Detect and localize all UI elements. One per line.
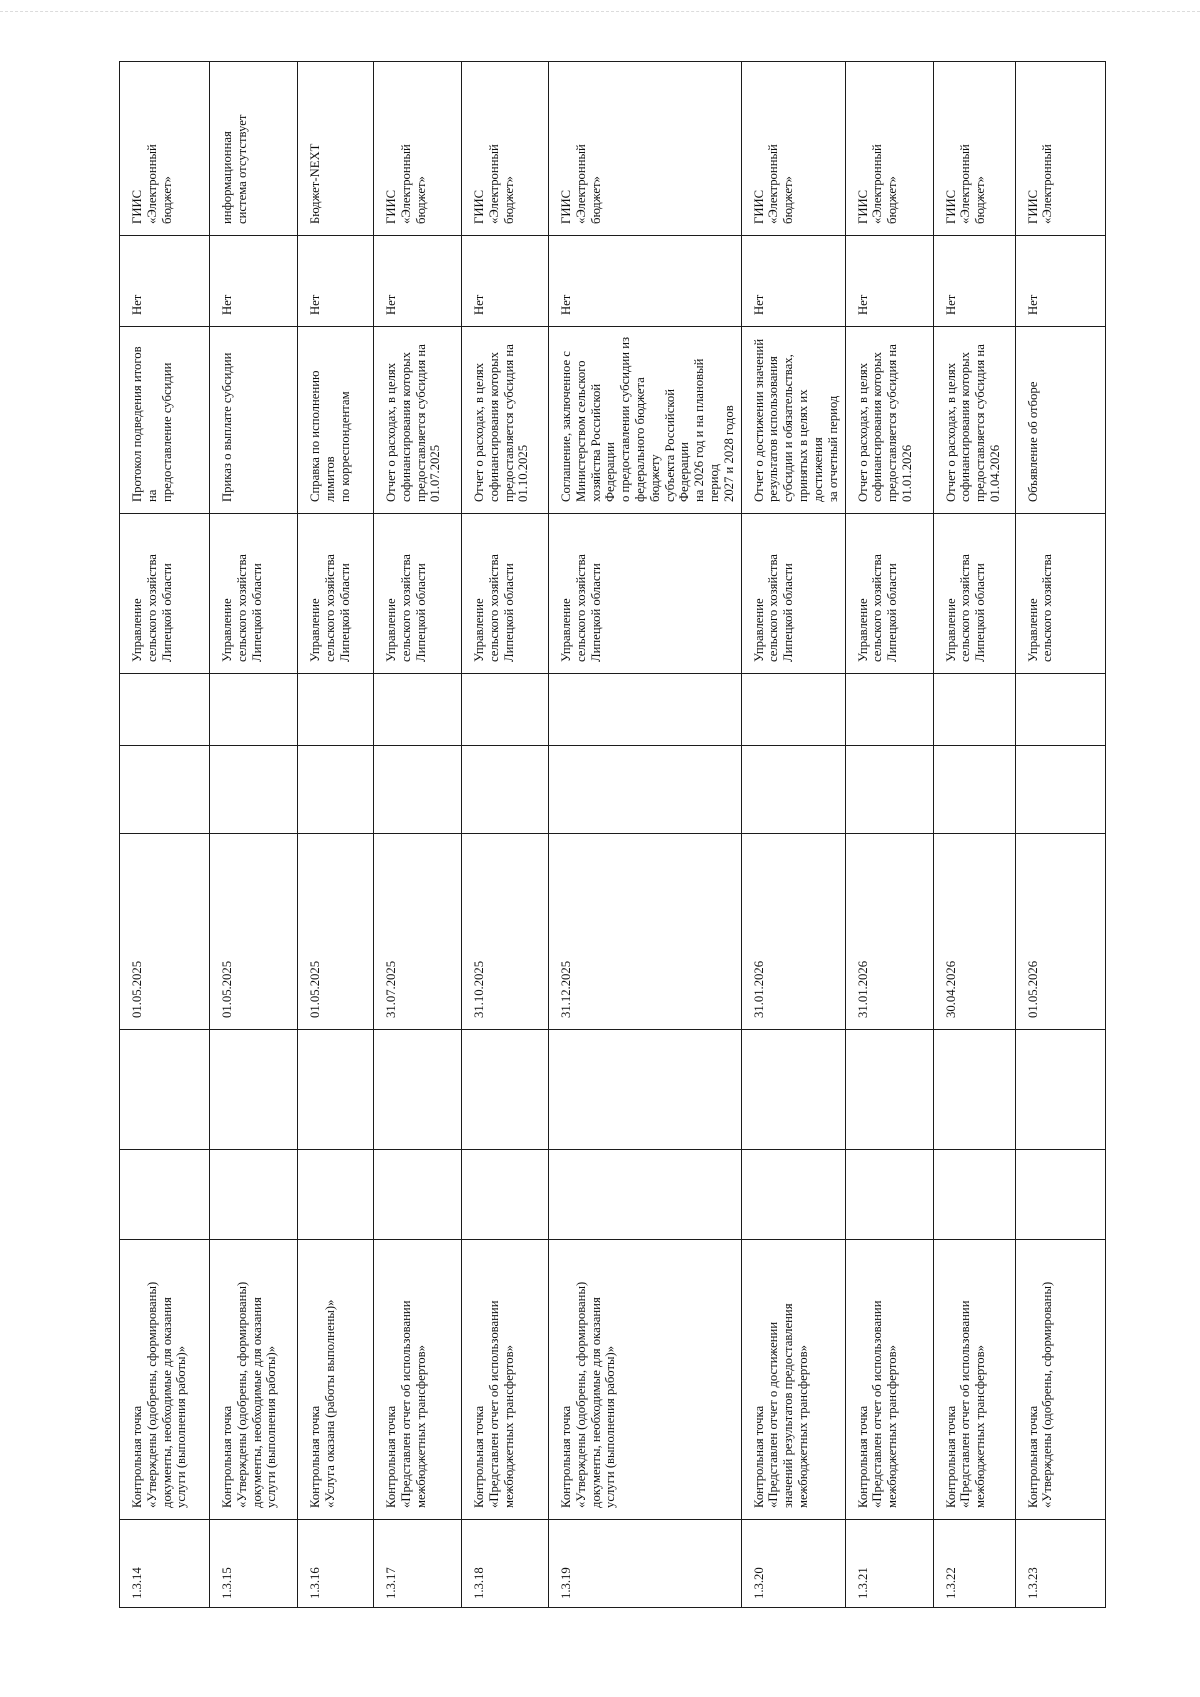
row-number: 1.3.21 xyxy=(855,1567,870,1599)
document-type: Отчет о расходах, в целях софинансирования которых предоставляется субсидия на 01.07.2025 xyxy=(384,344,443,502)
information-system-cell xyxy=(298,62,374,236)
control-point-name: Контрольная точка «Утверждены (одобрены, сформированы) xyxy=(1025,1281,1055,1508)
empty-cell-cell xyxy=(845,674,933,746)
control-point-name: Контрольная точка «Представлен отчет об использовании межбюджетных трансфертов» xyxy=(943,1300,988,1508)
document-type: Объявление об отборе xyxy=(1025,381,1040,502)
flag-value: Нет xyxy=(1025,294,1040,315)
table-row xyxy=(462,62,549,1608)
information-system: ГИИС «Электронный бюджет» xyxy=(384,144,428,224)
empty-cell-cell xyxy=(120,746,210,834)
flag-value-cell xyxy=(1015,236,1105,327)
start-cell-cell xyxy=(933,1150,1015,1240)
empty-cell-cell xyxy=(549,746,742,834)
responsible-executor: Управление сельского хозяйства Липецкой области xyxy=(559,554,603,662)
empty-cell-cell xyxy=(1015,674,1105,746)
control-point-name: Контрольная точка «Услуга оказана (работы выполнены)» xyxy=(308,1299,337,1508)
responsible-executor-cell xyxy=(549,514,742,674)
flag-value: Нет xyxy=(855,294,870,315)
flag-value: Нет xyxy=(559,294,573,315)
end-cell-cell xyxy=(933,1030,1015,1150)
row-number: 1.3.19 xyxy=(559,1567,573,1599)
start-cell-cell xyxy=(298,1150,374,1240)
end-cell-cell xyxy=(120,1030,210,1150)
end-cell-cell xyxy=(462,1030,549,1150)
due-date: 30.04.2026 xyxy=(943,960,958,1018)
empty-cell-cell xyxy=(1015,746,1105,834)
due-date-cell xyxy=(845,834,933,1030)
control-point-name-cell xyxy=(120,1240,210,1520)
flag-value-cell xyxy=(120,236,210,327)
information-system: ГИИС «Электронный бюджет» xyxy=(130,144,174,224)
responsible-executor: Управление сельского хозяйства Липецкой области xyxy=(472,554,516,662)
control-point-name-cell xyxy=(462,1240,549,1520)
document-type-cell xyxy=(462,327,549,514)
due-date: 31.12.2025 xyxy=(559,960,573,1018)
document-type: Приказ о выплате субсидии xyxy=(220,352,234,502)
row-number: 1.3.22 xyxy=(943,1567,958,1599)
document-type: Отчет о достижении значений результатов использования субсидии и обязательствах, принятых в целях их достижения за отчетный период xyxy=(751,338,840,502)
control-point-name-cell xyxy=(210,1240,298,1520)
row-number-cell xyxy=(933,1520,1015,1608)
rotated-page xyxy=(119,62,1062,1608)
empty-cell-cell xyxy=(933,746,1015,834)
row-number-cell xyxy=(845,1520,933,1608)
responsible-executor-cell xyxy=(298,514,374,674)
row-number-cell xyxy=(549,1520,742,1608)
responsible-executor-cell xyxy=(462,514,549,674)
empty-cell-cell xyxy=(210,674,298,746)
start-cell-cell xyxy=(462,1150,549,1240)
empty-cell-cell xyxy=(462,674,549,746)
control-point-name-cell xyxy=(933,1240,1015,1520)
start-cell-cell xyxy=(120,1150,210,1240)
responsible-executor: Управление сельского хозяйства Липецкой области xyxy=(384,554,428,662)
control-point-name-cell xyxy=(298,1240,374,1520)
row-number: 1.3.17 xyxy=(384,1567,398,1599)
responsible-executor-cell xyxy=(933,514,1015,674)
document-type-cell xyxy=(845,327,933,514)
information-system-cell xyxy=(933,62,1015,236)
information-system-cell xyxy=(1015,62,1105,236)
responsible-executor-cell xyxy=(120,514,210,674)
control-points-table xyxy=(119,61,1106,1608)
row-number-cell xyxy=(1015,1520,1105,1608)
due-date-cell xyxy=(933,834,1015,1030)
control-point-name-cell xyxy=(741,1240,845,1520)
responsible-executor-cell xyxy=(1015,514,1105,674)
responsible-executor-cell xyxy=(741,514,845,674)
flag-value-cell xyxy=(741,236,845,327)
empty-cell-cell xyxy=(374,674,462,746)
empty-cell-cell xyxy=(933,674,1015,746)
flag-value: Нет xyxy=(308,294,322,315)
control-point-name-cell xyxy=(845,1240,933,1520)
empty-cell-cell xyxy=(210,746,298,834)
start-cell-cell xyxy=(1015,1150,1105,1240)
due-date: 31.01.2026 xyxy=(751,960,766,1018)
document-type: Протокол подведения итогов на предоставление субсидии xyxy=(130,346,174,502)
document-type-cell xyxy=(374,327,462,514)
start-cell-cell xyxy=(741,1150,845,1240)
table-row xyxy=(120,62,210,1608)
empty-cell-cell xyxy=(298,674,374,746)
table-row xyxy=(549,62,742,1608)
flag-value-cell xyxy=(933,236,1015,327)
end-cell-cell xyxy=(374,1030,462,1150)
flag-value: Нет xyxy=(130,294,144,315)
information-system-cell xyxy=(741,62,845,236)
control-point-name: Контрольная точка «Представлен отчет об использовании межбюджетных трансфертов» xyxy=(855,1300,900,1508)
due-date: 01.05.2025 xyxy=(130,960,144,1018)
document-type-cell xyxy=(1015,327,1105,514)
document-type: Отчет о расходах, в целях софинансирования которых предоставляется субсидия на 01.01.2026 xyxy=(855,344,914,502)
due-date: 31.01.2026 xyxy=(855,960,870,1018)
information-system: ГИИС «Электронный бюджет» xyxy=(472,144,516,224)
empty-cell-cell xyxy=(374,746,462,834)
control-point-name: Контрольная точка «Утверждены (одобрены, сформированы) документы, необходимые для оказания услуги (выполнения работы)» xyxy=(220,1281,279,1508)
document-type-cell xyxy=(741,327,845,514)
row-number: 1.3.14 xyxy=(130,1567,144,1599)
responsible-executor-cell xyxy=(374,514,462,674)
control-point-name: Контрольная точка «Представлен отчет об использовании межбюджетных трансфертов» xyxy=(384,1300,428,1508)
information-system-cell xyxy=(549,62,742,236)
end-cell-cell xyxy=(741,1030,845,1150)
information-system: ГИИС «Электронный бюджет» xyxy=(559,144,603,224)
table-row xyxy=(374,62,462,1608)
end-cell-cell xyxy=(549,1030,742,1150)
responsible-executor: Управление сельского хозяйства xyxy=(1025,554,1055,662)
control-point-name: Контрольная точка «Утверждены (одобрены, сформированы) документы, необходимые для оказания услуги (выполнения работы)» xyxy=(559,1281,618,1508)
responsible-executor: Управление сельского хозяйства Липецкой области xyxy=(943,554,988,662)
table-row xyxy=(741,62,845,1608)
responsible-executor-cell xyxy=(210,514,298,674)
due-date-cell xyxy=(120,834,210,1030)
start-cell-cell xyxy=(210,1150,298,1240)
due-date-cell xyxy=(1015,834,1105,1030)
control-point-name: Контрольная точка «Представлен отчет об использовании межбюджетных трансфертов» xyxy=(472,1300,516,1508)
document-type-cell xyxy=(120,327,210,514)
row-number-cell xyxy=(120,1520,210,1608)
responsible-executor: Управление сельского хозяйства Липецкой области xyxy=(220,554,264,662)
information-system: ГИИС «Электронный бюджет» xyxy=(943,144,988,224)
information-system-cell xyxy=(845,62,933,236)
page-edge xyxy=(0,11,1200,12)
control-point-name-cell xyxy=(1015,1240,1105,1520)
control-point-name: Контрольная точка «Утверждены (одобрены, сформированы) документы, необходимые для оказания услуги (выполнения работы)» xyxy=(130,1281,189,1508)
information-system: информационная система отсутствует xyxy=(220,114,249,224)
flag-value-cell xyxy=(210,236,298,327)
due-date: 01.05.2026 xyxy=(1025,960,1040,1018)
responsible-executor: Управление сельского хозяйства Липецкой области xyxy=(308,554,352,662)
empty-cell-cell xyxy=(845,746,933,834)
information-system: ГИИС «Электронный xyxy=(1025,144,1055,224)
control-point-name-cell xyxy=(549,1240,742,1520)
due-date: 31.10.2025 xyxy=(472,960,486,1018)
information-system: Бюджет-NEXT xyxy=(308,143,322,224)
row-number: 1.3.16 xyxy=(308,1567,322,1599)
end-cell-cell xyxy=(845,1030,933,1150)
document-type: Справка по исполнению лимитов по корреспондентам xyxy=(308,370,352,502)
flag-value: Нет xyxy=(943,294,958,315)
document-type-cell xyxy=(933,327,1015,514)
document-type-cell xyxy=(549,327,742,514)
due-date-cell xyxy=(210,834,298,1030)
empty-cell-cell xyxy=(741,746,845,834)
row-number: 1.3.15 xyxy=(220,1567,234,1599)
flag-value: Нет xyxy=(472,294,486,315)
empty-cell-cell xyxy=(462,746,549,834)
due-date-cell xyxy=(549,834,742,1030)
table-row xyxy=(210,62,298,1608)
information-system: ГИИС «Электронный бюджет» xyxy=(751,144,796,224)
end-cell-cell xyxy=(298,1030,374,1150)
document-type-cell xyxy=(210,327,298,514)
flag-value-cell xyxy=(549,236,742,327)
document-type-cell xyxy=(298,327,374,514)
due-date-cell xyxy=(741,834,845,1030)
row-number: 1.3.23 xyxy=(1025,1567,1040,1599)
row-number-cell xyxy=(298,1520,374,1608)
end-cell-cell xyxy=(210,1030,298,1150)
flag-value-cell xyxy=(462,236,549,327)
flag-value: Нет xyxy=(220,294,234,315)
information-system-cell xyxy=(210,62,298,236)
due-date: 01.05.2025 xyxy=(308,960,322,1018)
row-number-cell xyxy=(462,1520,549,1608)
row-number-cell xyxy=(374,1520,462,1608)
information-system-cell xyxy=(462,62,549,236)
empty-cell-cell xyxy=(120,674,210,746)
end-cell-cell xyxy=(1015,1030,1105,1150)
flag-value-cell xyxy=(298,236,374,327)
document-type: Отчет о расходах, в целях софинансирования которых предоставляется субсидия на 01.04.2026 xyxy=(943,344,1002,502)
flag-value-cell xyxy=(374,236,462,327)
empty-cell-cell xyxy=(741,674,845,746)
empty-cell-cell xyxy=(298,746,374,834)
document-type: Отчет о расходах, в целях софинансирования которых предоставляется субсидия на 01.10.2025 xyxy=(472,344,531,502)
responsible-executor: Управление сельского хозяйства Липецкой области xyxy=(751,554,796,662)
flag-value: Нет xyxy=(384,294,398,315)
responsible-executor: Управление сельского хозяйства Липецкой области xyxy=(855,554,900,662)
due-date: 31.07.2025 xyxy=(384,960,398,1018)
row-number-cell xyxy=(741,1520,845,1608)
due-date: 01.05.2025 xyxy=(220,960,234,1018)
flag-value: Нет xyxy=(751,294,766,315)
responsible-executor: Управление сельского хозяйства Липецкой области xyxy=(130,554,174,662)
row-number-cell xyxy=(210,1520,298,1608)
due-date-cell xyxy=(374,834,462,1030)
information-system: ГИИС «Электронный бюджет» xyxy=(855,144,900,224)
due-date-cell xyxy=(462,834,549,1030)
start-cell-cell xyxy=(845,1150,933,1240)
flag-value-cell xyxy=(845,236,933,327)
responsible-executor-cell xyxy=(845,514,933,674)
table-row xyxy=(298,62,374,1608)
start-cell-cell xyxy=(549,1150,742,1240)
control-point-name-cell xyxy=(374,1240,462,1520)
table-row xyxy=(1015,62,1105,1608)
due-date-cell xyxy=(298,834,374,1030)
empty-cell-cell xyxy=(549,674,742,746)
row-number: 1.3.18 xyxy=(472,1567,486,1599)
table-row xyxy=(845,62,933,1608)
row-number: 1.3.20 xyxy=(751,1567,766,1599)
information-system-cell xyxy=(120,62,210,236)
control-point-name: Контрольная точка «Представлен отчет о достижении значений результатов предоставления межбюджетных трансфертов» xyxy=(751,1303,810,1508)
document-type: Соглашение, заключенное с Министерством сельского хозяйства Российской Федерации о предоставлении субсидии из федерального бюджета бюджету субъекта Российской Федерации на 2026 год и на плановый период 2027 и 2028 годов xyxy=(559,336,736,502)
start-cell-cell xyxy=(374,1150,462,1240)
information-system-cell xyxy=(374,62,462,236)
table-row xyxy=(933,62,1015,1608)
